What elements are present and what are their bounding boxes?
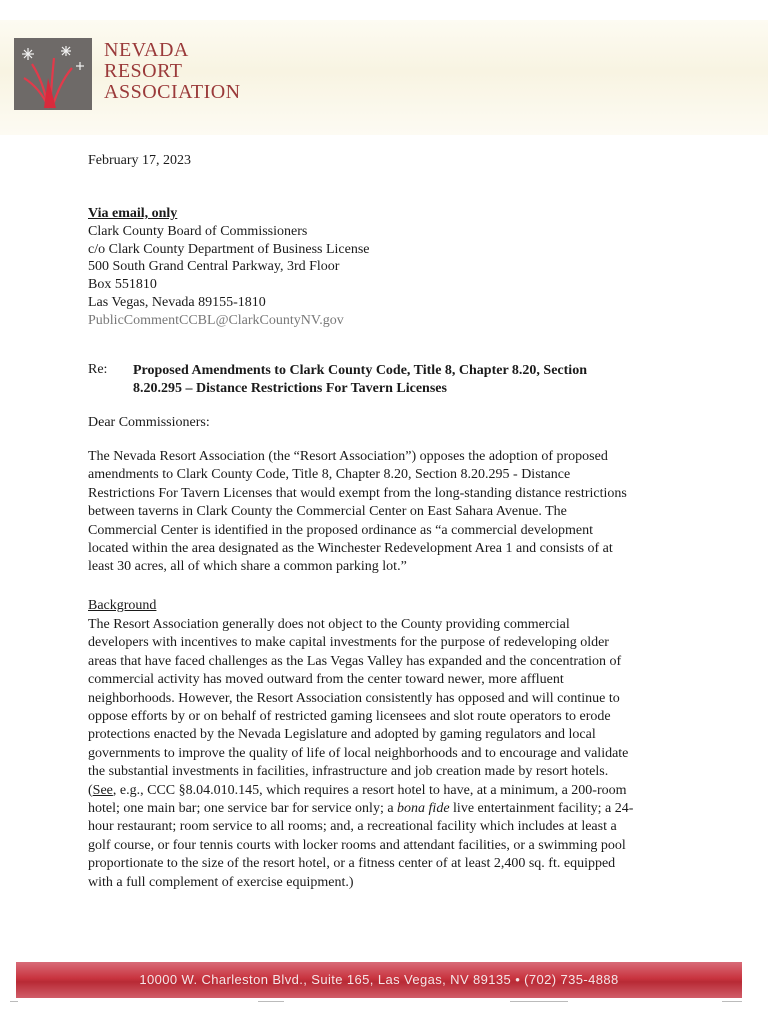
- paragraph-line: the substantial investments in facilities, infrastructure and job creation made by resort hotels.: [88, 764, 609, 780]
- paragraph-line: Commercial Center is identified in the proposed ordinance as “a commercial development: [88, 522, 593, 538]
- scan-artifact: [722, 1001, 742, 1002]
- recipient-line: Clark County Board of Commissioners: [88, 223, 308, 239]
- italic-term: bona fide: [397, 801, 450, 817]
- wordmark-line-2: RESORT: [104, 60, 183, 82]
- paragraph-line: between taverns in Clark County the Commercial Center on East Sahara Avenue. The: [88, 504, 567, 520]
- paragraph-line: [88, 782, 670, 800]
- line-text: live entertainment facility; a 24-: [449, 801, 634, 817]
- paragraph-line: located within the area designated as the Winchester Redevelopment Area 1 and consists of at: [88, 541, 613, 557]
- recipient-line: c/o Clark County Department of Business License: [88, 241, 370, 257]
- paragraph-line: oppose efforts by or on behalf of restricted gaming licensees and slot route operators to erode: [88, 709, 611, 725]
- salutation: Dear Commissioners:: [88, 415, 210, 430]
- footer-bar: [16, 962, 742, 998]
- paragraph-line: protections enacted by the Nevada Legislature and adopted by gaming regulators and local: [88, 727, 596, 743]
- paragraph-opposition: [88, 448, 670, 577]
- paragraph-line: proportionate to the size of the resort hotel, or a fitness center of at least 2,400 sq. ft. equipped: [88, 856, 616, 872]
- paragraph-line: developers with incentives to make capital investments for the purpose of redeveloping older: [88, 635, 609, 651]
- letter-date: February 17, 2023: [88, 153, 192, 168]
- paragraph-line: Restrictions For Tavern Licenses that would exempt from the long-standing distance restrictions: [88, 485, 627, 501]
- recipient-line: Box 551810: [88, 277, 157, 293]
- recipient-line: 500 South Grand Central Parkway, 3rd Floor: [88, 259, 340, 275]
- paragraph-background: [88, 616, 670, 892]
- delivery-method: Via email, only: [88, 206, 178, 221]
- citation-text: , e.g., CCC §8.04.010.145, which requires a resort hotel to have, at a minimum, a 200-room: [112, 782, 627, 798]
- paragraph-line: least 30 acres, all of which share a common parking lot.”: [88, 559, 407, 575]
- recipient-address-block: [88, 205, 370, 330]
- wordmark-line-1: NEVADA: [104, 39, 189, 61]
- section-heading-background: Background: [88, 598, 157, 613]
- subject-line-1: Proposed Amendments to Clark County Code, Title 8, Chapter 8.20, Section: [133, 363, 587, 378]
- subject-line: [133, 362, 653, 398]
- scan-artifact: [10, 1001, 18, 1002]
- paragraph-line: hour restaurant; room service to all rooms; and, a recreational facility which includes at least a: [88, 819, 617, 835]
- paragraph-line: amendments to Clark County Code, Title 8, Chapter 8.20, Section 8.20.295 - Distance: [88, 467, 571, 483]
- paragraph-line: areas that have faced challenges as the Las Vegas Valley has expanded and the concentration of: [88, 653, 622, 669]
- paragraph-line: neighborhoods. However, the Resort Association consistently has opposed and will continue to: [88, 690, 620, 706]
- recipient-email-link[interactable]: PublicCommentCCBL@ClarkCountyNV.gov: [88, 312, 344, 328]
- wordmark-line-3: ASSOCIATION: [104, 81, 241, 103]
- organization-wordmark: [104, 40, 241, 103]
- subject-line-2: 8.20.295 – Distance Restrictions For Tavern Licenses: [133, 381, 447, 396]
- paragraph-line: The Resort Association generally does not object to the County providing commercial: [88, 617, 570, 632]
- subject-label: Re:: [88, 362, 108, 377]
- paragraph-line: governments to improve the quality of life of local neighborhoods and to encourage and validate: [88, 745, 629, 761]
- paragraph-line: [88, 800, 670, 818]
- recipient-line: Las Vegas, Nevada 89155-1810: [88, 294, 266, 310]
- citation-signal-see: See: [92, 782, 113, 798]
- paragraph-line: commercial activity has moved outward from the center toward newer, more affluent: [88, 672, 564, 688]
- scan-artifact: [258, 1001, 284, 1002]
- paragraph-line: golf course, or four tennis courts with locker rooms and attendant facilities, or a swimming pool: [88, 837, 626, 853]
- scan-artifact: [510, 1001, 568, 1002]
- citation-open-paren: (: [88, 782, 93, 798]
- paragraph-line: with a full complement of exercise equipment.): [88, 874, 354, 890]
- paragraph-line: The Nevada Resort Association (the “Resort Association”) opposes the adoption of proposed: [88, 449, 608, 464]
- fireworks-logo-icon: [14, 38, 92, 110]
- line-text: hotel; one main bar; one service bar for service only; a: [88, 801, 398, 817]
- footer-address: 10000 W. Charleston Blvd., Suite 165, Las Vegas, NV 89135 • (702) 735-4888: [139, 972, 619, 987]
